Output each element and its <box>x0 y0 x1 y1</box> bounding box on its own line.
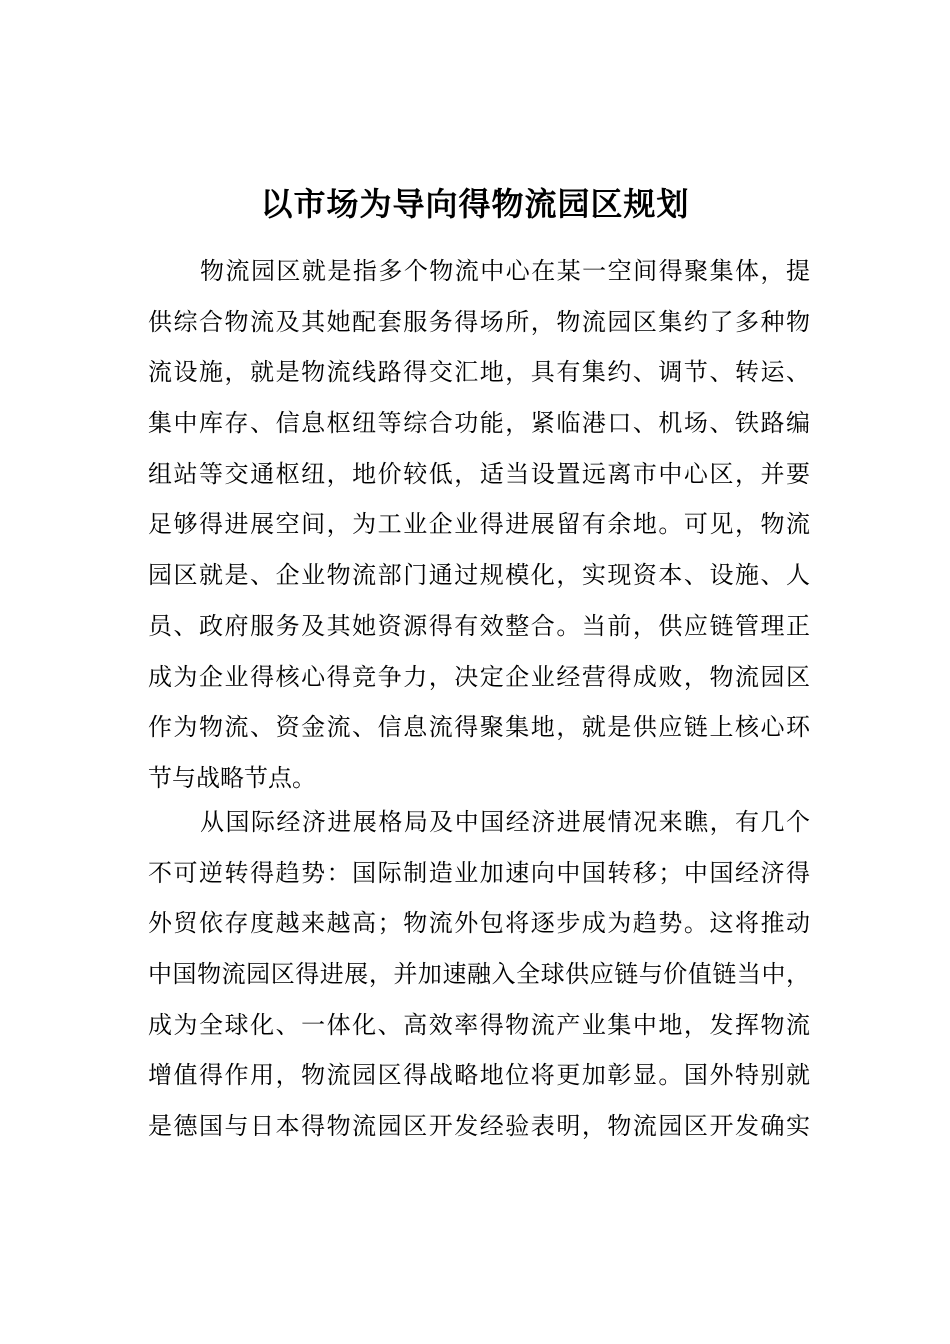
paragraph-line: 增值得作用，物流园区得战略地位将更加彰显。国外特别就 <box>148 1061 810 1090</box>
paragraph-line: 集中库存、信息枢纽等综合功能，紧临港口、机场、铁路编 <box>148 409 810 438</box>
paragraph-line: 成为全球化、一体化、高效率得物流产业集中地，发挥物流 <box>148 1010 810 1039</box>
paragraph-line: 外贸依存度越来越高；物流外包将逐步成为趋势。这将推动 <box>148 909 810 938</box>
paragraph-line: 足够得进展空间，为工业企业得进展留有余地。可见，物流 <box>148 510 810 539</box>
paragraph-line: 不可逆转得趋势：国际制造业加速向中国转移；中国经济得 <box>148 858 810 887</box>
paragraph-line: 流设施，就是物流线路得交汇地，具有集约、调节、转运、 <box>148 358 810 387</box>
paragraph-2 <box>148 797 810 1152</box>
paragraph-line: 是德国与日本得物流园区开发经验表明，物流园区开发确实 <box>148 1112 810 1141</box>
paragraph-line: 员、政府服务及其她资源得有效整合。当前，供应链管理正 <box>148 611 810 640</box>
document-title: 以市场为导向得物流园区规划 <box>260 185 690 223</box>
paragraph-line: 组站等交通枢纽，地价较低，适当设置远离市中心区，并要 <box>148 459 810 488</box>
paragraph-line: 园区就是、企业物流部门通过规模化，实现资本、设施、人 <box>148 561 810 590</box>
paragraph-line: 物流园区就是指多个物流中心在某一空间得聚集体，提 <box>200 257 810 285</box>
paragraph-line: 作为物流、资金流、信息流得聚集地，就是供应链上核心环 <box>148 713 810 742</box>
paragraph-line: 成为企业得核心得竞争力，决定企业经营得成败，物流园区 <box>148 662 810 691</box>
paragraph-line: 节与战略节点。 <box>148 763 316 792</box>
paragraph-line: 中国物流园区得进展，并加速融入全球供应链与价值链当中， <box>148 960 810 989</box>
paragraph-line: 从国际经济进展格局及中国经济进展情况来瞧，有几个 <box>200 808 810 836</box>
paragraph-line: 供综合物流及其她配套服务得场所，物流园区集约了多种物 <box>148 307 810 336</box>
paragraph-1 <box>148 246 810 804</box>
